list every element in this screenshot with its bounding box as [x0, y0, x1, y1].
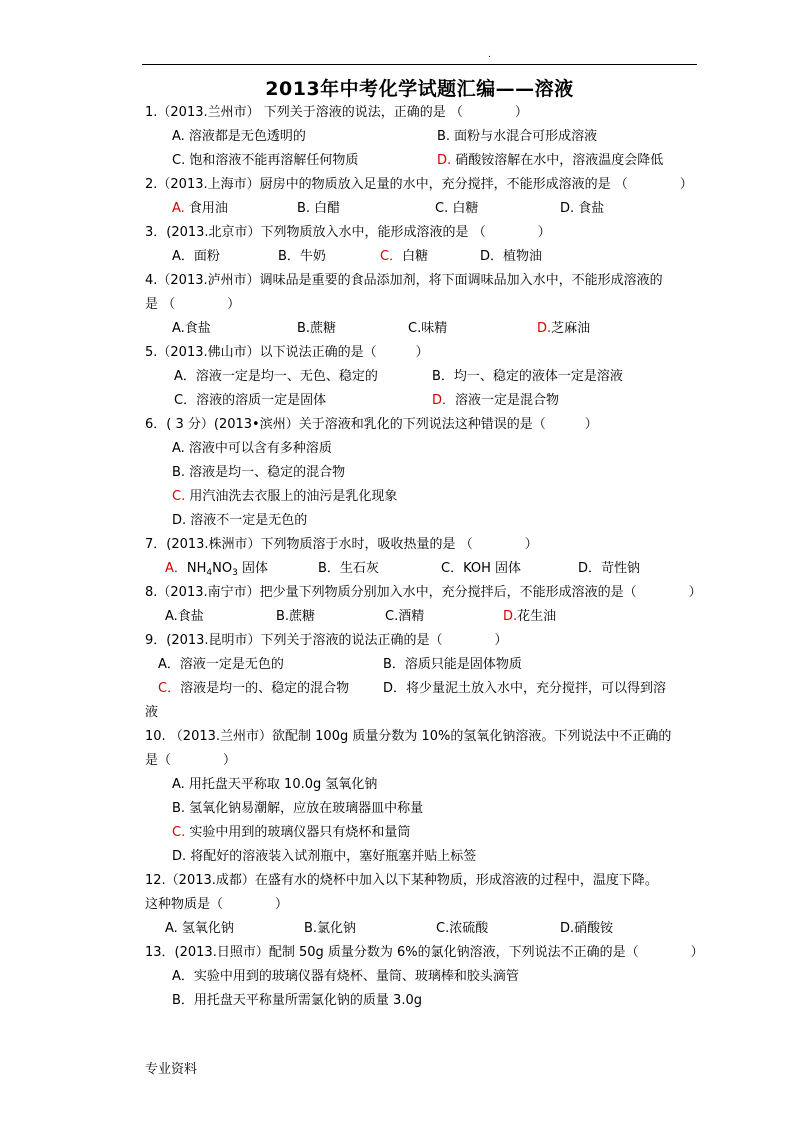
q7-stem: 7．(2013.株洲市）下列物质溶于水时，吸收热量的是 （ ）: [145, 537, 538, 552]
q1-option-c: C. 饱和溶液不能再溶解任何物质: [172, 153, 359, 168]
q1-option-d: [437, 152, 663, 170]
q4-option-a: A.食盐: [172, 321, 211, 336]
q2-option-a-text: 食用油: [184, 201, 228, 216]
q4-option-d: [537, 320, 590, 338]
q5-option-a: A．溶液一定是均一、无色、稳定的: [174, 369, 378, 384]
q3-option-c-text: 白糖: [402, 249, 429, 264]
q6-option-d: D. 溶液不一定是无色的: [172, 513, 308, 528]
q10-option-c-text: 实验中用到的玻璃仪器只有烧杯和量筒: [185, 825, 411, 840]
q13-stem: 13．(2013.日照市）配制 50g 质量分数为 6%的氯化钠溶液，下列说法不正确的是（ ）: [145, 945, 704, 960]
q8-option-a: A.食盐: [165, 609, 204, 624]
q9-option-d-wrap: 液: [145, 705, 159, 720]
q1-option-b: B. 面粉与水混合可形成溶液: [437, 129, 598, 144]
q7-option-d: D．苛性钠: [578, 561, 641, 576]
q7-formula-sub-3: 3: [232, 568, 238, 578]
q7-formula-sub-4: 4: [206, 568, 213, 578]
q6-answer-letter: C.: [172, 489, 186, 504]
q10-stem-line2: 是（ ）: [145, 753, 237, 768]
q10-option-d: D. 将配好的溶液装入试剂瓶中，塞好瓶塞并贴上标签: [172, 849, 477, 864]
q8-option-d-text: 花生油: [517, 609, 557, 624]
q2-option-c: C. 白糖: [435, 201, 479, 216]
q4-answer-letter: D.: [537, 321, 552, 336]
q2-option-d: D. 食盐: [560, 201, 605, 216]
q8-option-b: B.蔗糖: [276, 609, 316, 624]
q12-option-b: B.氯化钠: [304, 921, 357, 936]
q13-option-b: B．用托盘天平称量所需氯化钠的质量 3.0g: [172, 993, 422, 1008]
q3-option-b: B．牛奶: [278, 249, 326, 264]
q1-option-a: A. 溶液都是无色透明的: [172, 129, 306, 144]
q5-option-b: B．均一、稳定的液体一定是溶液: [432, 369, 623, 384]
q3-stem: 3．(2013.北京市）下列物质放入水中，能形成溶液的是 （ ）: [145, 225, 551, 240]
q10-stem-line1: 10. （2013.兰州市）欲配制 100g 质量分数为 10%的氢氧化钠溶液。下列说法中不正确的: [145, 729, 672, 744]
q8-stem: 8.（2013.南宁市）把少量下列物质分别加入水中，充分搅拌后，不能形成溶液的是（ ）: [145, 585, 702, 600]
q9-option-d: D．将少量泥土放入水中，充分搅拌，可以得到溶: [383, 681, 667, 696]
q8-option-c: C.酒精: [385, 609, 425, 624]
q7-option-a: [165, 560, 268, 582]
q6-stem: 6．( 3 分）(2013•滨州）关于溶液和乳化的下列说法这种错误的是（ ）: [145, 417, 598, 432]
q4-stem-line1: 4.（2013.泸州市）调味品是重要的食品添加剂，将下面调味品加入水中，不能形成溶液的: [145, 273, 663, 288]
q3-option-a: A．面粉: [172, 249, 220, 264]
q5-stem: 5.（2013.佛山市）以下说法正确的是（ ）: [145, 345, 429, 360]
q8-answer-letter: D.: [503, 609, 518, 624]
q7-option-a-text: 固体: [237, 561, 268, 576]
q3-option-d: D．植物油: [480, 249, 543, 264]
q9-option-a: A．溶液一定是无色的: [158, 657, 284, 672]
page-footer: 专业资料: [145, 1062, 198, 1077]
q5-option-d: [432, 392, 559, 410]
q6-option-c-text: 用汽油洗去衣服上的油污是乳化现象: [185, 489, 398, 504]
q7-formula-nh: NH: [186, 561, 207, 576]
q10-option-b: B. 氢氧化钠易潮解，应放在玻璃器皿中称量: [172, 801, 424, 816]
q10-option-a: A. 用托盘天平称取 10.0g 氢氧化钠: [172, 777, 378, 792]
header-mark: .: [488, 50, 491, 60]
q1-stem: 1.（2013.兰州市） 下列关于溶液的说法，正确的是 （ ）: [145, 105, 528, 120]
q2-option-b: B. 白醋: [297, 201, 341, 216]
q2-answer-letter: A.: [172, 201, 185, 216]
q12-stem-line2: 这种物质是（ ）: [145, 897, 289, 912]
q12-option-c: C.浓硫酸: [436, 921, 489, 936]
q9-stem: 9．(2013.昆明市）下列关于溶液的说法正确的是（ ）: [145, 633, 508, 648]
q1-option-d-text: 硝酸铵溶解在水中，溶液温度会降低: [451, 153, 664, 168]
q5-answer-letter: D．: [432, 393, 456, 408]
q4-option-d-text: 芝麻油: [551, 321, 591, 336]
q7-formula-no: NO: [212, 561, 233, 576]
q12-stem-line1: 12.（2013.成都）在盛有水的烧杯中加入以下某种物质，形成溶液的过程中，温度下降。: [145, 873, 658, 888]
page-title: 2013年中考化学试题汇编——溶液: [265, 78, 574, 100]
q12-option-d: D.硝酸铵: [560, 921, 614, 936]
q10-answer-letter: C.: [172, 825, 186, 840]
q9-answer-letter: C．: [158, 681, 181, 696]
q5-option-c: C．溶液的溶质一定是固体: [174, 393, 327, 408]
q4-option-c: C.味精: [408, 321, 448, 336]
q3-option-c: [380, 248, 428, 266]
q3-answer-letter: C．: [380, 249, 403, 264]
q4-stem-line2: 是 （ ）: [145, 297, 241, 312]
q13-option-a: A．实验中用到的玻璃仪器有烧杯、量筒、玻璃棒和胶头滴管: [172, 969, 519, 984]
q8-option-d: [503, 608, 556, 626]
header-rule: [142, 64, 697, 65]
q4-option-b: B.蔗糖: [297, 321, 337, 336]
q5-option-d-text: 溶液一定是混合物: [455, 393, 560, 408]
q7-answer-letter: A．: [165, 561, 187, 576]
q6-option-b: B. 溶液是均一、稳定的混合物: [172, 465, 346, 480]
q6-option-c: [172, 488, 397, 506]
q9-option-c: [158, 680, 349, 698]
q2-option-a: [172, 200, 228, 218]
q9-option-c-text: 溶液是均一的、稳定的混合物: [180, 681, 350, 696]
q1-answer-letter: D.: [437, 153, 452, 168]
q2-stem: 2.（2013.上海市）厨房中的物质放入足量的水中，充分搅拌，不能形成溶液的是 （ ）: [145, 177, 693, 192]
q6-option-a: A. 溶液中可以含有多种溶质: [172, 441, 332, 456]
q7-option-c: C．KOH 固体: [441, 561, 522, 576]
q7-option-b: B．生石灰: [318, 561, 379, 576]
q12-option-a: A. 氢氧化钠: [165, 921, 234, 936]
q9-option-b: B．溶质只能是固体物质: [383, 657, 522, 672]
q10-option-c: [172, 824, 410, 842]
